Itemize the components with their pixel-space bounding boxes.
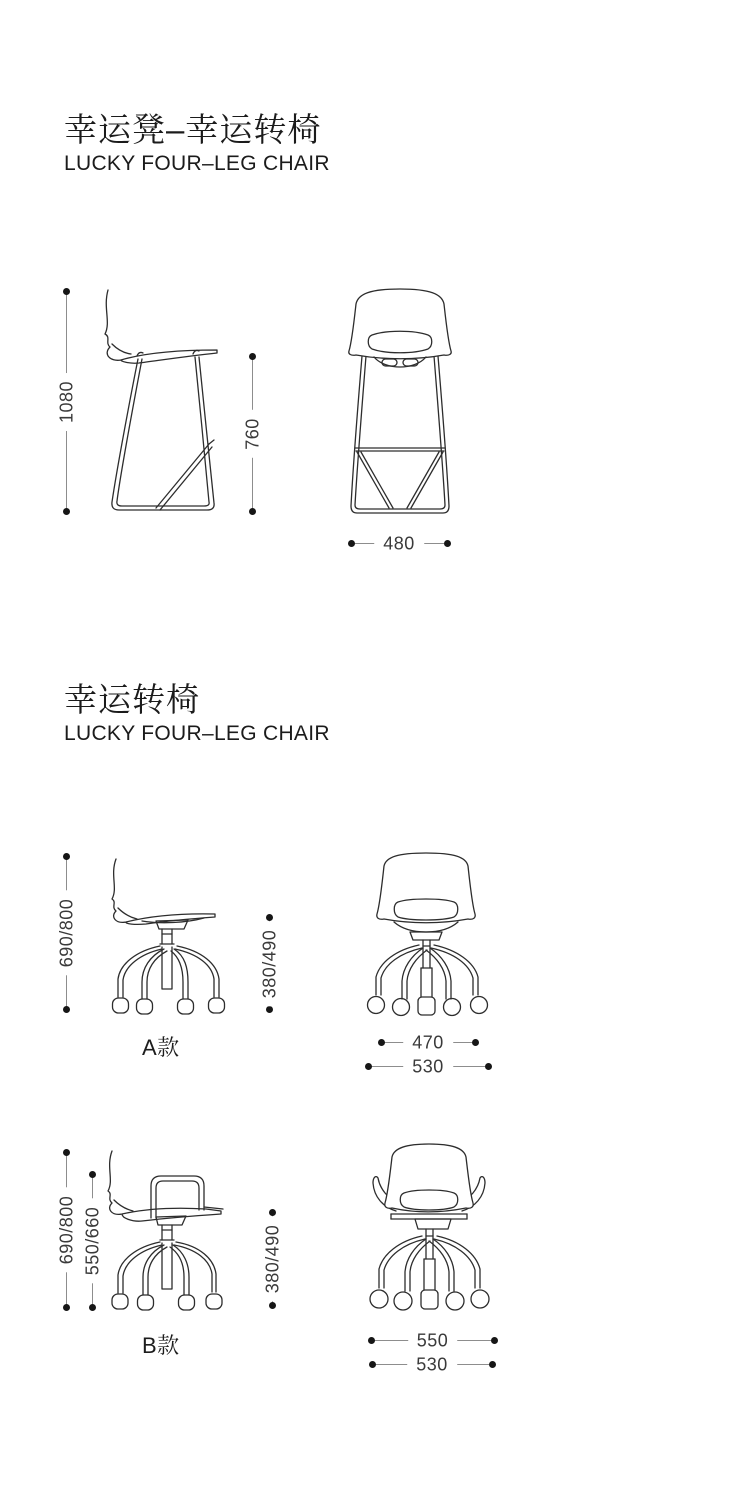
dim-label: 530 (407, 1354, 457, 1375)
dim-label: 380/490 (259, 921, 280, 1006)
dim-label: 690/800 (56, 1188, 77, 1273)
swivel-section-header (64, 681, 330, 745)
stool-title-zh: 幸运凳–幸运转椅 (64, 111, 322, 148)
dim-endpoint-dot (472, 1039, 479, 1046)
chair-b-front-shell (385, 1144, 473, 1229)
dim-endpoint-dot (266, 914, 273, 921)
dim-endpoint-dot (266, 1006, 273, 1013)
chair-a-side-base (113, 920, 225, 1014)
chair-b-variant-label: B款 (142, 1333, 180, 1358)
dim-endpoint-dot (89, 1171, 96, 1178)
dim-endpoint-dot (249, 353, 256, 360)
chair-b-side-base (112, 1216, 222, 1310)
stool-front-frame (351, 356, 449, 513)
dim-endpoint-dot (63, 1304, 70, 1311)
dim-endpoint-dot (249, 508, 256, 515)
dim-label: 470 (403, 1032, 453, 1053)
dim-endpoint-dot (368, 1337, 375, 1344)
stool-side-sled-base (112, 350, 214, 510)
dim-endpoint-dot (489, 1361, 496, 1368)
chair-a-side-view-drawing (96, 851, 242, 1019)
dim-label: 1080 (56, 372, 77, 430)
dim-endpoint-dot (378, 1039, 385, 1046)
dim-endpoint-dot (444, 540, 451, 547)
chair-b-side-armrest (151, 1176, 223, 1218)
dim-endpoint-dot (269, 1302, 276, 1309)
stool-side-view-drawing (93, 282, 239, 518)
dim-endpoint-dot (63, 508, 70, 515)
dim-endpoint-dot (89, 1304, 96, 1311)
chair-b-side-view-drawing (94, 1141, 244, 1316)
dim-label: 690/800 (56, 891, 77, 976)
chair-a-variant-label: A款 (142, 1035, 180, 1060)
swivel-title-zh: 幸运转椅 (64, 681, 200, 718)
dim-endpoint-dot (491, 1337, 498, 1344)
chair-a-front-shell (377, 853, 475, 940)
dim-label: 760 (242, 410, 263, 458)
chair-a-front-base (368, 940, 488, 1016)
stool-section-header (64, 111, 330, 175)
dim-endpoint-dot (348, 540, 355, 547)
dim-endpoint-dot (365, 1063, 372, 1070)
dim-label: 530 (403, 1056, 453, 1077)
chair-b-front-base (370, 1229, 489, 1310)
swivel-title-en: LUCKY FOUR–LEG CHAIR (64, 721, 330, 745)
stool-front-shell (349, 289, 451, 367)
dim-label: 550/660 (82, 1199, 103, 1284)
dim-endpoint-dot (485, 1063, 492, 1070)
dim-endpoint-dot (63, 853, 70, 860)
chair-a-side-shell (112, 859, 215, 924)
stool-front-view-drawing (344, 282, 456, 522)
dim-endpoint-dot (63, 288, 70, 295)
dim-label: 550 (408, 1330, 458, 1351)
dim-label: 380/490 (262, 1217, 283, 1302)
dim-endpoint-dot (63, 1006, 70, 1013)
dim-endpoint-dot (369, 1361, 376, 1368)
dim-endpoint-dot (269, 1209, 276, 1216)
stool-side-shell (105, 290, 217, 363)
dim-endpoint-dot (63, 1149, 70, 1156)
stool-title-en: LUCKY FOUR–LEG CHAIR (64, 151, 330, 175)
dim-label: 480 (374, 533, 424, 554)
chair-a-front-view-drawing (364, 850, 490, 1018)
chair-b-front-view-drawing (363, 1141, 503, 1319)
